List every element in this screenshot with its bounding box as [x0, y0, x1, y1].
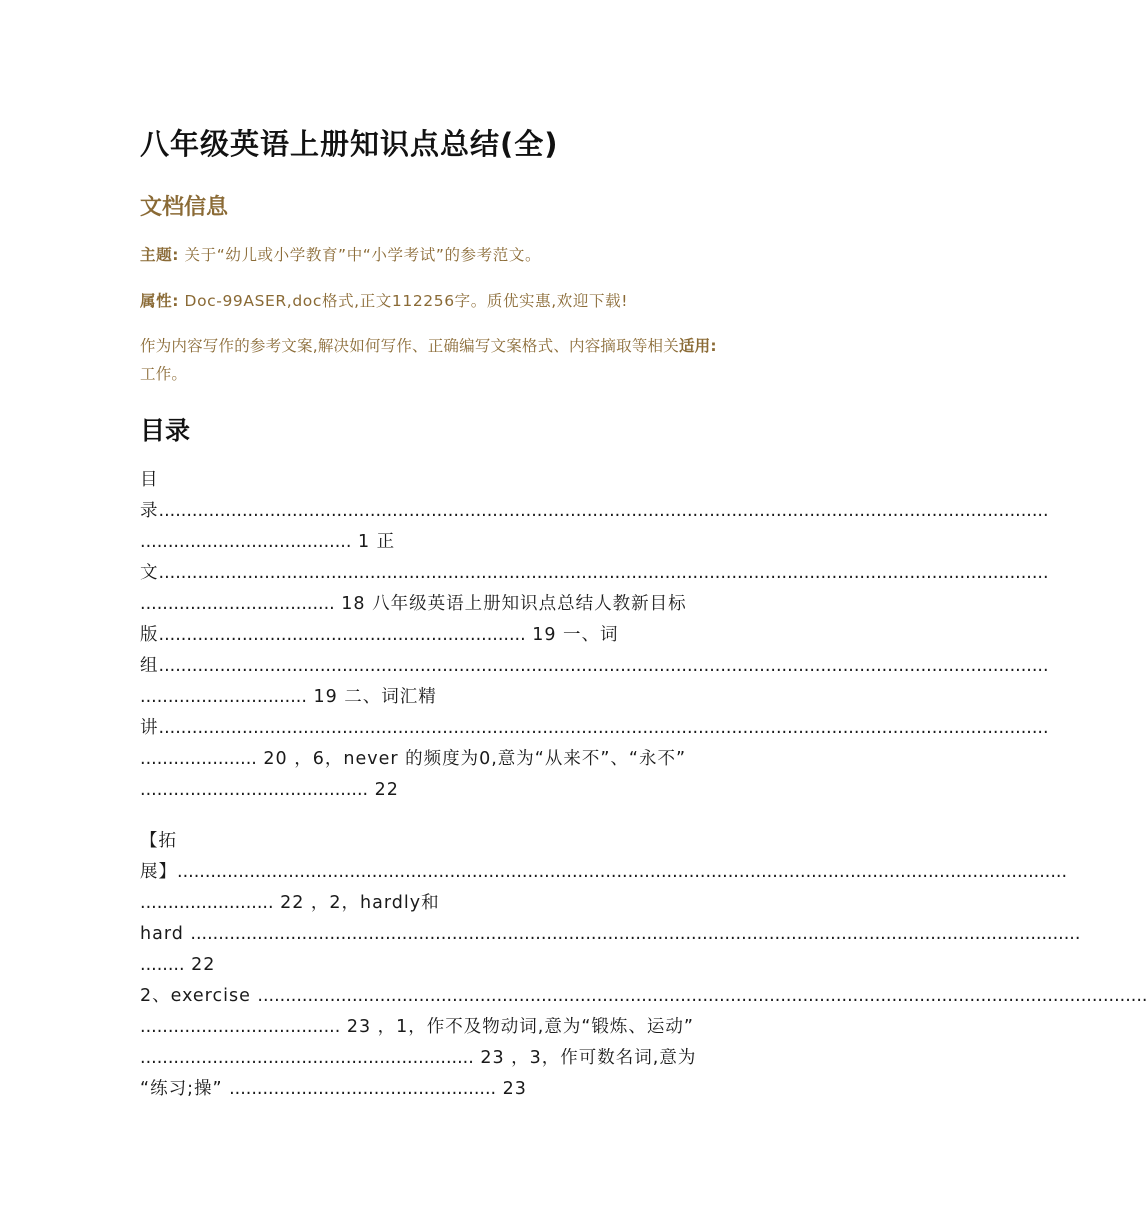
toc-line-suffix: 1 正: [351, 532, 396, 552]
toc-line[interactable]: [140, 1012, 808, 1043]
toc-line[interactable]: [140, 1074, 808, 1105]
toc-leader-dots: ................................................................................................................................................................: [177, 862, 1068, 882]
toc-line-suffix: 20 ，6，never 的频度为0,意为“从来不”、“永不”: [256, 749, 687, 769]
toc-line[interactable]: [140, 651, 1049, 682]
toc-leader-dots: ....................................: [140, 1017, 341, 1037]
toc-line-suffix: 22: [368, 780, 399, 800]
toc-line[interactable]: [140, 826, 808, 857]
toc-leader-dots: ...................................: [140, 594, 335, 614]
toc-leader-dots: .....................: [140, 749, 257, 769]
toc-line-suffix: 23 ，3，作可数名词,意为: [473, 1048, 697, 1068]
toc-leader-dots: ........................: [140, 893, 274, 913]
toc-leader-dots: ................................................................................................................................................................: [158, 656, 1049, 676]
toc-line-text: “练习;操”: [140, 1079, 230, 1099]
attr-line: [140, 287, 810, 315]
toc-line[interactable]: [140, 620, 808, 651]
toc-line[interactable]: [140, 888, 808, 919]
toc-leader-dots: ........: [140, 955, 185, 975]
toc-leader-dots: ................................................................................................................................................................: [190, 924, 1081, 944]
toc-line-text: 录: [140, 501, 159, 521]
toc-line[interactable]: [140, 1043, 808, 1074]
topic-text: 关于“幼儿或小学教育”中“小学考试”的参考范文。: [184, 246, 542, 264]
toc-line[interactable]: [140, 496, 1049, 527]
toc-line-suffix: 22: [184, 955, 216, 975]
toc-leader-dots: ................................................................................................................................................................: [158, 718, 1049, 738]
toc-line-text: 讲: [140, 718, 159, 738]
toc-line-suffix: 23: [496, 1079, 527, 1099]
toc-line-suffix: 23 ，1，作不及物动词,意为“锻炼、运动”: [340, 1017, 694, 1037]
attr-label: 属性:: [140, 292, 179, 310]
toc-line-suffix: 19 一、词: [525, 625, 619, 645]
toc-line[interactable]: [140, 775, 808, 806]
toc-line[interactable]: [140, 527, 808, 558]
toc-line[interactable]: [140, 558, 1049, 589]
usage-text: 作为内容写作的参考文案,解决如何写作、正确编写文案格式、内容摘取等相关: [140, 337, 679, 355]
toc-leader-dots: ................................................................................................................................................................: [158, 563, 1049, 583]
toc-leader-dots: ................................................................................................................................................................: [257, 986, 1147, 1006]
toc-line-text: 展】: [140, 862, 177, 882]
toc-line[interactable]: [140, 919, 1081, 950]
toc-line-text: 目: [140, 470, 159, 490]
toc-line-suffix: 19 二、词汇精: [306, 687, 437, 707]
topic-label: 主题:: [140, 246, 179, 264]
usage-tail: 工作。: [140, 365, 188, 383]
toc-line-text: 2、exercise: [140, 986, 258, 1006]
toc-leader-dots: ................................................................................................................................................................: [158, 501, 1049, 521]
toc-leader-dots: ......................................: [140, 532, 352, 552]
toc-line-text: 组: [140, 656, 159, 676]
toc-line[interactable]: [140, 744, 808, 775]
toc-line-text: 文: [140, 563, 159, 583]
topic-line: [140, 241, 810, 269]
toc-line[interactable]: [140, 465, 808, 496]
toc-heading: 目录: [140, 416, 191, 445]
toc-line[interactable]: [140, 589, 808, 620]
toc-leader-dots: .........................................: [140, 780, 369, 800]
toc-leader-dots: ..................................................................: [158, 625, 526, 645]
toc-leader-dots: ............................................................: [140, 1048, 474, 1068]
toc-leader-dots: ..............................: [140, 687, 307, 707]
toc-line-text: 【拓: [140, 831, 177, 851]
usage-label: 适用:: [678, 337, 717, 355]
toc-line[interactable]: [140, 713, 1049, 744]
attr-text: Doc-99ASER,doc格式,正文112256字。质优实惠,欢迎下载!: [184, 292, 629, 310]
document-title: 八年级英语上册知识点总结(全): [140, 127, 559, 161]
usage-line: [140, 332, 810, 388]
toc-leader-dots: ................................................: [229, 1079, 497, 1099]
toc-list-continued: [140, 826, 1147, 1105]
toc-line-suffix: 22 ，2，hardly和: [273, 893, 440, 913]
toc-line[interactable]: [140, 857, 1068, 888]
toc-line-text: 版: [140, 625, 159, 645]
info-heading: 文档信息: [140, 195, 229, 220]
toc-line-text: hard: [140, 924, 191, 944]
toc-line[interactable]: [140, 981, 1147, 1012]
toc-line[interactable]: [140, 950, 808, 981]
toc-list: [140, 465, 1049, 806]
toc-line-suffix: 18 八年级英语上册知识点总结人教新目标: [334, 594, 687, 614]
toc-line[interactable]: [140, 682, 808, 713]
